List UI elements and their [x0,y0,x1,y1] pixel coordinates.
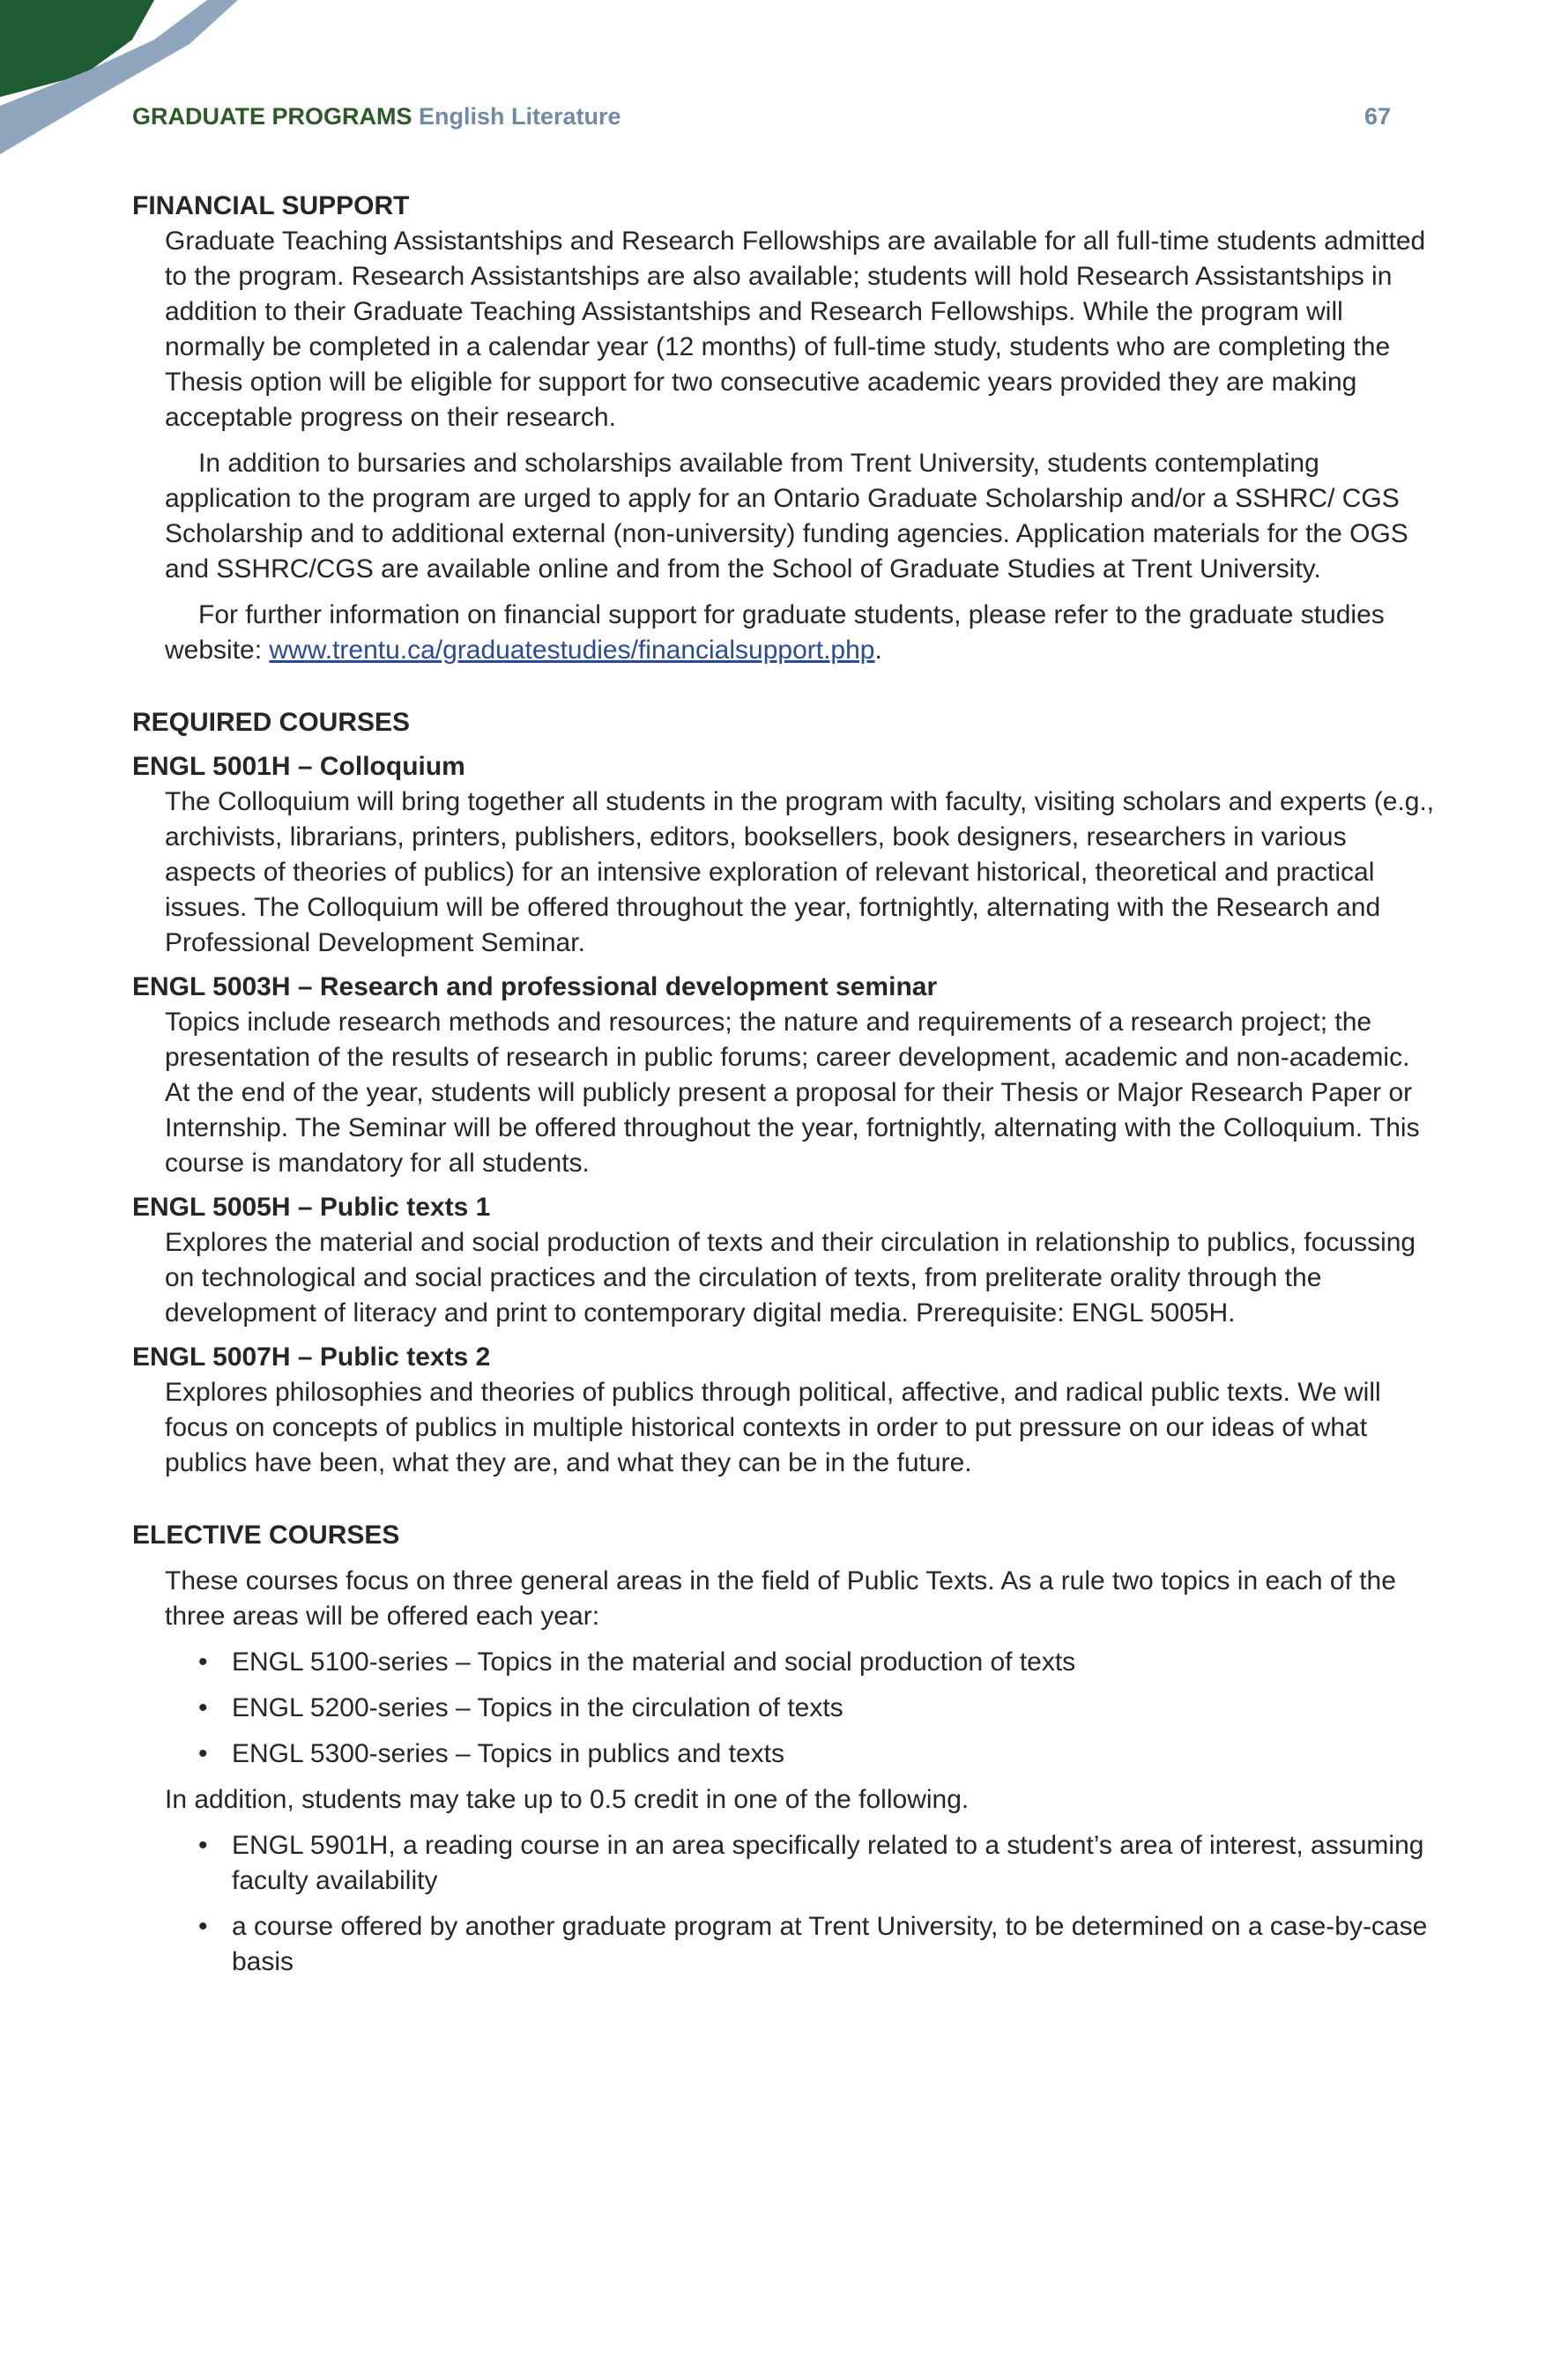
elective-series-list [132,1645,1437,1772]
bullet-icon: • [198,1739,208,1768]
running-head-section: GRADUATE PROGRAMS [132,103,412,130]
required-courses-heading: REQUIRED COURSES [132,708,411,737]
list-item [198,1909,1437,1980]
bullet-icon: • [198,1912,208,1941]
course-description-5005h: Explores the material and social production of texts and their circulation in relationship to publics, focussing on technological and social practices and the circulation of texts, from preliterate orality through the development of literacy and print to contemporary digital media. Prerequisite: ENGL 5005H. [165,1228,1416,1328]
course-title-5001h: ENGL 5001H – Colloquium [132,752,465,781]
financial-support-heading: FINANCIAL SUPPORT [132,191,410,220]
elective-options-list [132,1828,1437,1980]
course-title-5005h: ENGL 5005H – Public texts 1 [132,1193,491,1222]
course-description-5003h: Topics include research methods and resources; the nature and requirements of a research project; the presentation of the results of research in public forums; career development, academic and non-academic. At the end of the year, students will publicly present a proposal for their Thesis or Major Research Paper or Internship. The Seminar will be offered throughout the year, fortnightly, alternating with the Colloquium. This course is mandatory for all students. [165,1008,1420,1178]
running-head-title: English Literature [419,103,621,130]
list-item-text: a course offered by another graduate program at Trent University, to be determined on a case-by-case basis [232,1912,1428,1976]
running-head [132,99,1391,134]
list-item [198,1828,1437,1899]
course-title-5003h: ENGL 5003H – Research and professional development seminar [132,972,938,1001]
financial-support-link[interactable]: www.trentu.ca/graduatestudies/financialsupport.php [269,636,875,665]
list-item [198,1645,1437,1680]
financial-paragraph-3-end: . [874,636,882,665]
financial-paragraph-3 [165,598,1437,668]
list-item-text: ENGL 5300-series – Topics in publics and texts [232,1739,784,1768]
elective-courses-heading: ELECTIVE COURSES [132,1521,400,1550]
course-title-5007h: ENGL 5007H – Public texts 2 [132,1342,491,1372]
bullet-icon: • [198,1693,208,1722]
list-item-text: ENGL 5100-series – Topics in the material and social production of texts [232,1647,1076,1677]
page-number: 67 [1364,103,1391,130]
financial-paragraph-2: In addition to bursaries and scholarships available from Trent University, students contemplating application to the program are urged to apply for an Ontario Graduate Scholarship and/or a SSHRC/ CGS Scholarship and to additional external (non-university) funding agencies. Application materials for the OGS and SSHRC/CGS are available online and from the School of Graduate Studies at Trent University. [165,449,1408,584]
bullet-icon: • [198,1647,208,1677]
elective-intro: These courses focus on three general areas in the field of Public Texts. As a rule two topics in each of the three areas will be offered each year: [165,1566,1396,1631]
list-item [198,1737,1437,1772]
list-item-text: ENGL 5901H, a reading course in an area specifically related to a student’s area of interest, assuming faculty availability [232,1831,1424,1895]
elective-addition: In addition, students may take up to 0.5 credit in one of the following. [165,1785,970,1814]
course-description-5001h: The Colloquium will bring together all students in the program with faculty, visiting scholars and experts (e.g., archivists, librarians, printers, publishers, editors, booksellers, book designers, researchers in various aspects of theories of publics) for an intensive exploration of relevant historical, theoretical and practical issues. The Colloquium will be offered throughout the year, fortnightly, alternating with the Research and Professional Development Seminar. [165,787,1435,957]
corner-decoration [0,0,256,167]
page-content [132,189,1437,1990]
financial-paragraph-3-text: For further information on financial support for graduate students, please refer to the graduate studies website: [165,600,1385,665]
financial-paragraph-1: Graduate Teaching Assistantships and Research Fellowships are available for all full-time students admitted to the program. Research Assistantships are also available; students will hold Research Assistantships in addition to their Graduate Teaching Assistantships and Research Fellowships. While the program will normally be completed in a calendar year (12 months) of full-time study, students who are completing the Thesis option will be eligible for support for two consecutive academic years provided they are making acceptable progress on their research. [165,227,1426,432]
list-item [198,1691,1437,1726]
course-description-5007h: Explores philosophies and theories of publics through political, affective, and radical public texts. We will focus on concepts of publics in multiple historical contexts in order to put pressure on our ideas of what publics have been, what they are, and what they can be in the future. [165,1378,1381,1477]
list-item-text: ENGL 5200-series – Topics in the circulation of texts [232,1693,843,1722]
bullet-icon: • [198,1831,208,1860]
